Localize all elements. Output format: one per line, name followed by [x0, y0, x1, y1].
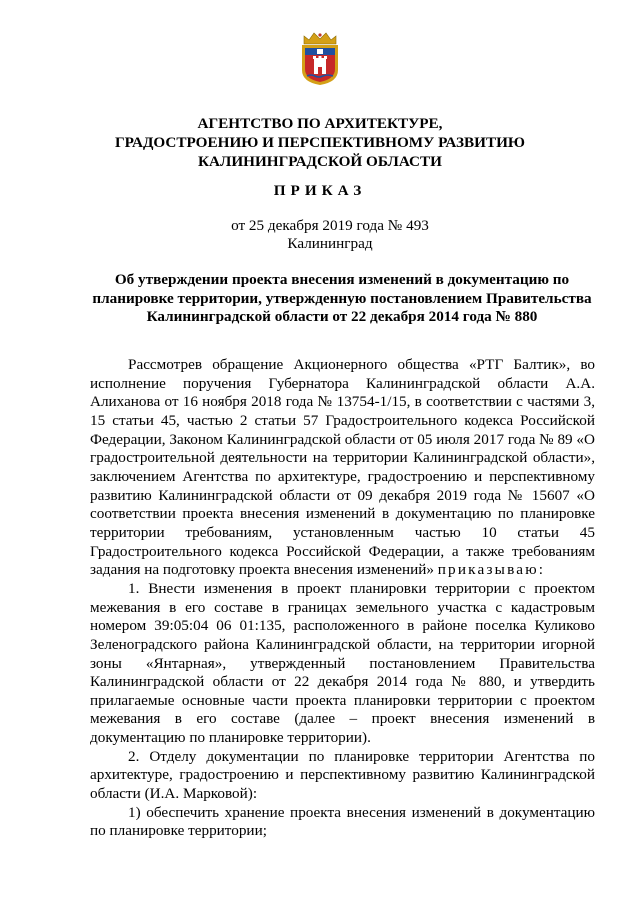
- date-number: от 25 декабря 2019 года № 493: [231, 217, 429, 234]
- subject-line: Калининградской области от 22 декабря 2014 года № 880: [146, 308, 538, 325]
- paragraph-text: Рассмотрев обращение Акционерного общества «РТГ Балтик», во исполнение поручения Губернатора Калининградской области А.А. Алиханова от 16 ноября 2018 года № 13754-1/15, в соответствии с частями 3, 15 статьи 45, частью 2 статьи 57 Градостроительного кодекса Российской Федерации, Законом Калининградской области от 05 июля 2017 года № 89 «О градостроительной деятельности на территории Калининградской области», заключением Агентства по архитектуре, градостроению и перспективному развитию Калининградской области от 09 декабря 2019 года № 15607 «О соответствии проекта внесения изменений в документацию по планировке территории требованиям, установленным частью 10 статьи 45 Градостроительного кодекса Российской Федерации, а также требованиям задания на подготовку проекта внесения изменений»: [90, 356, 595, 579]
- paragraph: 1) обеспечить хранение проекта внесения изменений в документацию по планировке территории;: [90, 803, 595, 840]
- subject-line: Об утверждении проекта внесения изменений в документацию по: [114, 271, 570, 288]
- paragraph: [90, 356, 595, 580]
- agency-header-line: ГРАДОСТРОЕНИЮ И ПЕРСПЕКТИВНОМУ РАЗВИТИЮ: [114, 134, 525, 151]
- agency-header: [40, 114, 600, 171]
- document-subject: [90, 271, 594, 327]
- document-body: [90, 356, 595, 841]
- subject-line: планировке территории, утвержденную постановлением Правительства: [92, 289, 592, 307]
- date-block: [200, 217, 460, 253]
- order-word: приказываю:: [437, 561, 546, 579]
- agency-header-line: КАЛИНИНГРАДСКОЙ ОБЛАСТИ: [198, 153, 442, 170]
- document-type: ПРИКАЗ: [273, 182, 367, 199]
- agency-header-line: АГЕНТСТВО ПО АРХИТЕКТУРЕ,: [197, 115, 443, 132]
- kaliningrad-coat-of-arms-icon: [298, 30, 342, 86]
- paragraph: 2. Отделу документации по планировке территории Агентства по архитектуре, градостроению и перспективному развитию Калининградской области (И.А. Марковой):: [90, 747, 595, 803]
- city: Калининград: [287, 235, 373, 252]
- paragraph: 1. Внести изменения в проект планировки территории с проектом межевания в его составе в границах земельного участка с кадастровым номером 39:05:04 06 01:135, расположенного в районе поселка Куликово Зеленоградского района Калининградской области, на территории игорной зоны «Янтарная», утвержденный постановлением Правительства Калининградской области от 22 декабря 2014 года № 880, и утвердить прилагаемые основные части проекта планировки территории с проектом межевания в его составе (далее – проект внесения изменений в документацию по планировке территории).: [90, 579, 595, 747]
